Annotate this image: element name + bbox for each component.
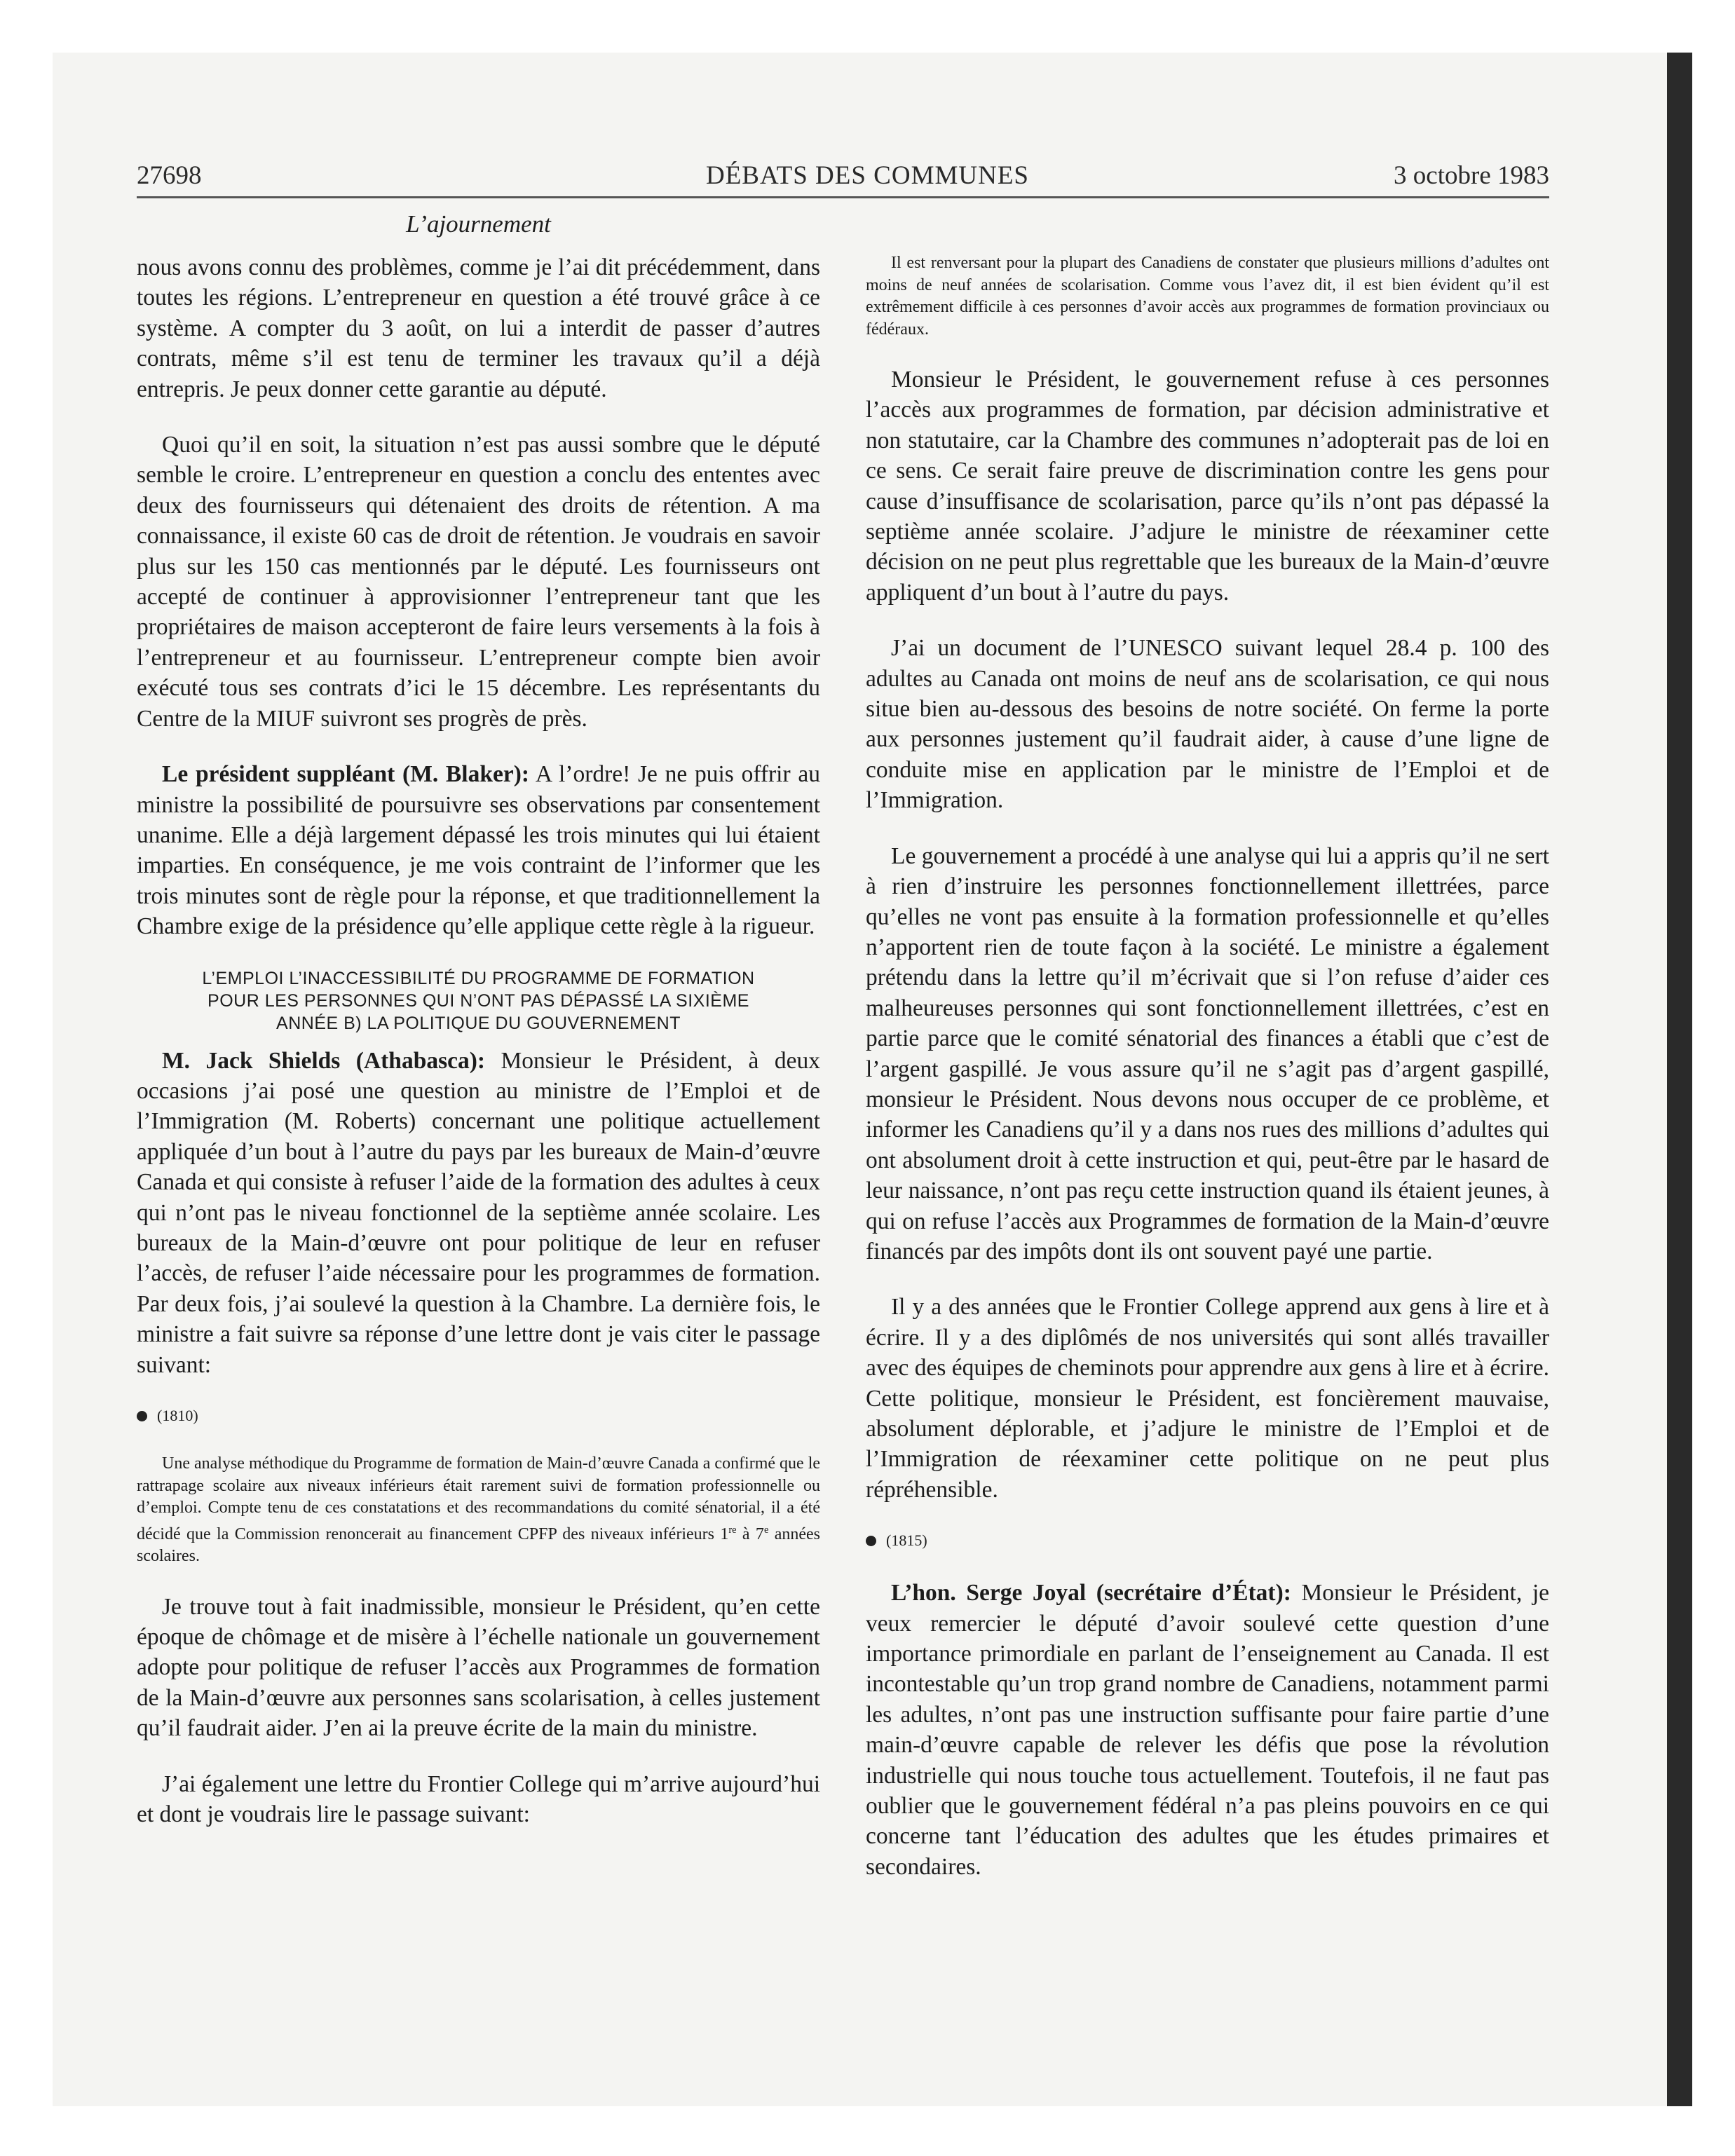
page-number: 27698 bbox=[137, 161, 202, 190]
scan-edge-bar bbox=[1667, 53, 1692, 2106]
speech-text: Monsieur le Président, à deux occasions j’ai posé une question au ministre de l’Emploi et de l’Immigration (M. Roberts) concernant une politique actuellement appliquée d’un bout à l’autre du pays par les bureaux de Main-d’œuvre Canada et qui consiste à refuser l’aide de la formation des adultes à ceux qui n’ont pas le niveau fonctionnel de la septième année scolaire. Les bureaux de la Main-d’œuvre ont pour politique de leur en refuser l’accès, de refuser l’aide nécessaire pour les programmes de formation. Par deux fois, j’ai soulevé la question à la Chambre. La dernière fois, le ministre a fait suivre sa réponse d’une lettre dont je vais citer le passage suivant: bbox=[137, 1047, 820, 1378]
superscript: re bbox=[728, 1524, 737, 1536]
block-quote bbox=[137, 1453, 820, 1568]
speaker-name: Le président suppléant (M. Blaker): bbox=[162, 761, 530, 788]
block-quote: Il est renversant pour la plupart des Canadiens de constater que plusieurs millions d’adultes ont moins de neuf années de scolarisation. Comme vous l’avez dit, il est bien évident qu’il est extrêmement difficile à ces personnes d’avoir accès aux programmes de formation provinciaux ou fédéraux. bbox=[866, 254, 1549, 339]
header-rule bbox=[137, 196, 1549, 198]
timestamp-text: (1810) bbox=[157, 1407, 198, 1424]
speaker-name: L’hon. Serge Joyal (secrétaire d’État): bbox=[891, 1580, 1291, 1606]
paragraph: Je trouve tout à fait inadmissible, monsieur le Président, qu’en cette époque de chômage et de misère à l’échelle nationale un gouvernement adopte pour politique de refuser l’accès aux Programmes de formation de la Main-d’œuvre aux personnes sans scolarisation, à celles justement qu’il faudrait aider. J’en ai la preuve écrite de la main du ministre. bbox=[137, 1593, 820, 1742]
speaker-name: M. Jack Shields (Athabasca): bbox=[162, 1047, 486, 1074]
speech-text: A l’ordre! Je ne puis offrir au ministre la possibilité de poursuivre ses observations par consentement unanime. Elle a déjà largement dépassé les trois minutes qui lui étaient imparties. En conséquence, je me vois contraint de l’informer que les trois minutes sont de règle pour la réponse, et que traditionnellement la Chambre exige de la présidence qu’elle applique cette règle à la rigueur. bbox=[137, 761, 820, 940]
quote-text: années scolaires. bbox=[137, 1524, 820, 1565]
paragraph bbox=[137, 1046, 820, 1380]
paragraph: J’ai également une lettre du Frontier College qui m’arrive aujourd’hui et dont je voudrais lire le passage suivant: bbox=[137, 1770, 820, 1827]
rubric-line: POUR LES PERSONNES QUI N’ONT PAS DÉPASSÉ LA SIXIÈME bbox=[207, 990, 749, 1011]
right-column bbox=[866, 252, 1549, 1907]
paragraph: Monsieur le Président, le gouvernement refuse à ces personnes l’accès aux programmes de formation, par décision administrative et non statutaire, car la Chambre des communes n’adopterait pas de loi en ce sens. Ce serait faire preuve de discrimination contre les gens pour cause d’insuffisance de scolarisation, parce qu’ils n’ont pas dépassé la septième année scolaire. J’adjure le ministre de réexaminer cette décision on ne peut plus regrettable que les bureaux de la Main-d’œuvre appliquent d’un bout à l’autre du pays. bbox=[866, 367, 1549, 606]
paragraph bbox=[866, 1578, 1549, 1882]
page-date: 3 octobre 1983 bbox=[1394, 161, 1549, 190]
paragraph bbox=[137, 759, 820, 941]
bullet-icon bbox=[137, 1411, 147, 1421]
paragraph: Le gouvernement a procédé à une analyse qui lui a appris qu’il ne sert à rien d’instruire les personnes fonctionnellement illettrées, parce qu’elles ne vont pas ensuite à la formation professionnelle et qu’elles n’apportent rien de toute façon à la société. Le ministre a également prétendu dans la lettre qu’il m’écrivait que si l’on refuse d’aider ces malheureuses personnes qui sont fonctionnellement illettrées, c’est en partie parce que le comité sénatorial des finances a établi que c’est de l’argent gaspillé. Je vous assure qu’il ne s’agit pas d’argent gaspillé, monsieur le Président. Nous devons nous occuper de ce problème, et informer les Canadiens qu’il y a dans nos rues des millions d’adultes qui ont absolument droit à cette instruction et qui, peut-être par le hasard de leur naissance, n’ont pas reçu cette instruction quand ils étaient jeunes, à qui on refuse l’accès aux Programmes de formation de la Main-d’œuvre financés par des impôts dont ils ont souvent payé une partie. bbox=[866, 842, 1549, 1264]
bullet-icon bbox=[866, 1536, 876, 1546]
publication-title: DÉBATS DES COMMUNES bbox=[705, 161, 1029, 190]
paragraph: nous avons connu des problèmes, comme je l’ai dit précédemment, dans toutes les régions. L’entrepreneur en question a été trouvé grâce à ce système. A compter du 3 août, on lui a interdit de passer d’autres contrats, même s’il est tenu de terminer les travaux qu’il a déjà entrepris. Je peux donner cette garantie au député. bbox=[137, 254, 820, 402]
timestamp bbox=[137, 1405, 820, 1426]
superscript: e bbox=[763, 1524, 769, 1536]
paragraph: J’ai un document de l’UNESCO suivant lequel 28.4 p. 100 des adultes au Canada ont moins de neuf ans de scolarisation, ce qui nous situe bien au-dessous des besoins de notre société. On ferme la porte aux personnes justement qu’il faudrait aider, à cause d’une ligne de conduite mise en application par le ministre de l’Emploi et de l’Immigration. bbox=[866, 635, 1549, 814]
timestamp bbox=[866, 1530, 1549, 1551]
section-title: L’ajournement bbox=[406, 210, 551, 238]
left-column bbox=[137, 252, 820, 1855]
timestamp-text: (1815) bbox=[886, 1531, 927, 1550]
quote-text: Une analyse méthodique du Programme de formation de Main-d’œuvre Canada a confirmé que le rattrapage scolaire aux niveaux inférieurs était rarement suivi de formation professionnelle ou d’emploi. Compte tenu de ces constatations et des recommandations du comité sénatorial, il a été décidé que la Commission renoncerait au financement CPFP des niveaux inférieurs 1 bbox=[137, 1454, 821, 1543]
quote-text: à 7 bbox=[736, 1524, 764, 1543]
rubric-line: L’EMPLOI L’INACCESSIBILITÉ DU PROGRAMME DE FORMATION bbox=[202, 968, 755, 988]
section-rubric bbox=[137, 967, 820, 1035]
speech-text: Monsieur le Président, je veux remercier le député d’avoir soulevé cette question d’une importance primordiale en parlant de l’enseignement au Canada. Il est incontestable qu’un trop grand nombre de Canadiens, notamment parmi les adultes, n’ont pas une instruction suffisante pour faire partie d’une main-d’œuvre capable de relever les défis que pose la révolution industrielle qui nous touche tous actuellement. Toutefois, il ne faut pas oublier que le gouvernement fédéral n’a pas pleins pouvoirs en ce qui concerne tant l’éducation des adultes que les études primaires et secondaires. bbox=[866, 1580, 1549, 1880]
paragraph: Quoi qu’il en soit, la situation n’est pas aussi sombre que le député semble le croire. L’entrepreneur en question a conclu des ententes avec deux des fournisseurs qui détenaient des droits de rétention. A ma connaissance, il existe 60 cas de droit de rétention. Je voudrais en savoir plus sur les 150 cas mentionnés par le député. Les fournisseurs ont accepté de continuer à approvisionner l’entrepreneur tant que les propriétaires de maison accepteront de faire leurs versements à la fois à l’entrepreneur et au fournisseur. L’entrepreneur compte bien avoir exécuté tous ses contrats d’ici le 15 décembre. Les représentants du Centre de la MIUF suivront ses progrès de près. bbox=[137, 432, 820, 732]
rubric-line: ANNÉE B) LA POLITIQUE DU GOUVERNEMENT bbox=[276, 1013, 681, 1033]
paragraph: Il y a des années que le Frontier College apprend aux gens à lire et à écrire. Il y a des diplômés de nos universités qui sont allés travailler avec des équipes de cheminots pour apprendre aux gens à lire et à écrire. Cette politique, monsieur le Président, est foncièrement mauvaise, absolument déplorable, et j’adjure le ministre de l’Emploi et de l’Immigration de réexaminer cette politique on ne peut plus répréhensible. bbox=[866, 1294, 1549, 1503]
